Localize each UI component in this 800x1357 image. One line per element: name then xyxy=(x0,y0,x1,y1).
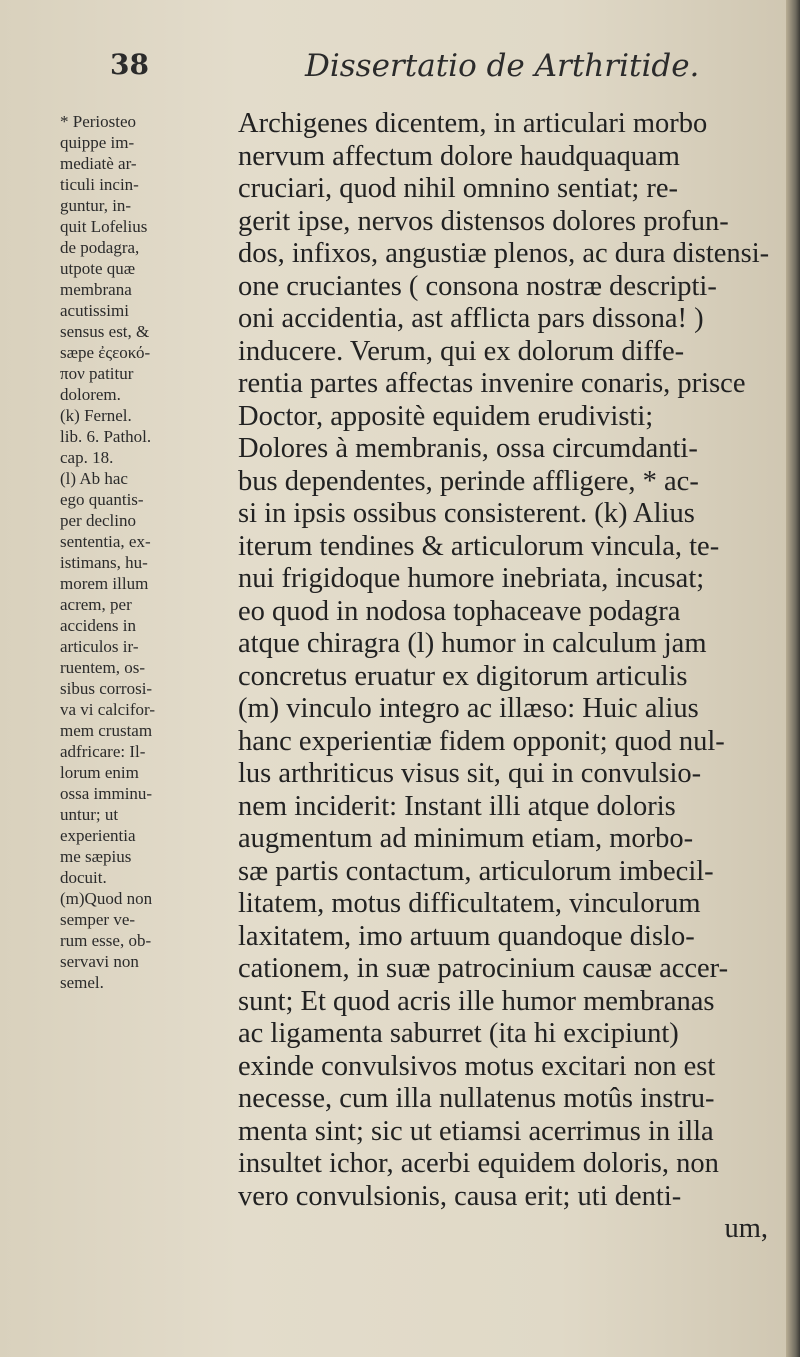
text-line: Dolores à membranis, ossa circumdanti- xyxy=(238,433,698,464)
margin-note-line: acutissimi xyxy=(60,301,129,320)
text-line: augmentum ad minimum etiam, morbo- xyxy=(238,823,694,854)
text-line: nem inciderit: Instant illi atque doloris xyxy=(238,790,676,822)
margin-note-line: cap. 18. xyxy=(60,448,114,467)
margin-note-line: sæpe ἐςεοκό- xyxy=(60,343,151,362)
margin-note-line: de podagra, xyxy=(60,238,140,257)
margin-note-line: mediatè ar- xyxy=(60,154,137,173)
text-line: oni accidentia, ast afflicta pars dissona! ) xyxy=(238,303,704,334)
text-line: gerit ipse, nervos distensos dolores profun- xyxy=(238,205,729,237)
margin-note-line: va vi calcifor- xyxy=(60,700,155,719)
margin-note-line: sententia, ex- xyxy=(60,532,151,551)
page-header xyxy=(0,48,786,98)
margin-note-line: articulos ir- xyxy=(60,637,139,656)
text-line: sunt; Et quod acris ille humor membranas xyxy=(238,985,715,1017)
text-line: exinde convulsivos motus excitari non est xyxy=(238,1050,716,1082)
text-line: iterum tendines & articulorum vincula, te- xyxy=(238,530,720,562)
margin-note-line: ruentem, os- xyxy=(60,658,145,677)
text-line: Archigenes dicentem, in articulari morbo xyxy=(238,108,708,139)
margin-note-line: sibus corrosi- xyxy=(60,679,153,698)
text-line: cationem, in suæ patrocinium causæ accer- xyxy=(238,953,729,984)
page-edge xyxy=(786,0,800,1357)
text-line: rentia partes affectas invenire conaris, prisce xyxy=(238,368,746,399)
margin-note-line: lorum enim xyxy=(60,763,139,782)
margin-note-line: semel. xyxy=(60,973,104,992)
text-line: laxitatem, imo artuum quandoque dislo- xyxy=(238,920,695,952)
margin-notes xyxy=(60,111,235,993)
margin-note-line: adfricare: Il- xyxy=(60,742,146,761)
text-line: one cruciantes ( consona nostræ descripti- xyxy=(238,270,717,302)
margin-note-line: guntur, in- xyxy=(60,196,132,215)
text-line: menta sint; sic ut etiamsi acerrimus in illa xyxy=(238,1115,714,1147)
margin-note-line: utpote quæ xyxy=(60,259,136,278)
margin-note-line: (m)Quod non xyxy=(60,889,153,908)
margin-note-line: docuit. xyxy=(60,868,107,887)
margin-note-line: morem illum xyxy=(60,574,149,593)
text-line: sæ partis contactum, articulorum imbecil- xyxy=(238,855,714,887)
text-line: lus arthriticus visus sit, qui in convulsio- xyxy=(238,758,702,789)
text-line: um, xyxy=(724,1213,768,1244)
margin-note-line: mem crustam xyxy=(60,721,153,740)
margin-note-line: experientia xyxy=(60,826,136,845)
margin-note-line: per declino xyxy=(60,511,136,530)
text-line: (m) vinculo integro ac illæso: Huic alius xyxy=(238,693,699,724)
text-line: vero convulsionis, causa erit; uti denti- xyxy=(238,1180,682,1212)
text-line: concretus eruatur ex digitorum articulis xyxy=(238,660,688,692)
margin-note-line: servavi non xyxy=(60,952,139,971)
margin-note-line: ego quantis- xyxy=(60,490,144,509)
margin-note-line: ossa imminu- xyxy=(60,784,153,803)
text-line: litatem, motus difficultatem, vinculorum xyxy=(238,888,701,919)
margin-note-line: istimans, hu- xyxy=(60,553,148,572)
text-line: cruciari, quod nihil omnino sentiat; re- xyxy=(238,173,679,204)
margin-note-line: ticuli incin- xyxy=(60,175,139,194)
margin-note-line: * Periosteo xyxy=(60,112,137,131)
margin-note-line: πον patitur xyxy=(60,364,134,383)
margin-note-line: dolorem. xyxy=(60,385,121,404)
text-line: nui frigidoque humore inebriata, incusat; xyxy=(238,563,705,594)
margin-note-line: quippe im- xyxy=(60,133,135,152)
margin-note-line: (k) Fernel. xyxy=(60,406,132,425)
text-line: insultet ichor, acerbi equidem doloris, non xyxy=(238,1148,719,1179)
margin-note-line: sensus est, & xyxy=(60,322,150,341)
text-line: necesse, cum illa nullatenus motûs instru- xyxy=(238,1083,715,1114)
text-line: ac ligamenta saburret (ita hi excipiunt) xyxy=(238,1018,679,1049)
margin-note-line: semper ve- xyxy=(60,910,136,929)
text-line: hanc experientiæ fidem opponit; quod nul- xyxy=(238,725,725,757)
text-line: dos, infixos, angustiæ plenos, ac dura distensi- xyxy=(238,238,770,269)
margin-note-line: untur; ut xyxy=(60,805,119,824)
margin-note-line: (l) Ab hac xyxy=(60,469,128,488)
text-line: atque chiragra (l) humor in calculum jam xyxy=(238,628,707,659)
text-line: bus dependentes, perinde affligere, * ac- xyxy=(238,465,699,497)
margin-note-line: me sæpius xyxy=(60,847,132,866)
page-number: 38 xyxy=(110,48,149,81)
text-line: si in ipsis ossibus consisterent. (k) Alius xyxy=(238,498,695,529)
margin-note-line: accidens in xyxy=(60,616,136,635)
margin-note-line: rum esse, ob- xyxy=(60,931,152,950)
running-title: Dissertatio de Arthritide. xyxy=(305,48,700,84)
margin-note-line: acrem, per xyxy=(60,595,132,614)
text-line: Doctor, appositè equidem erudivisti; xyxy=(238,400,654,432)
main-text-block xyxy=(238,108,778,1246)
text-line: eo quod in nodosa tophaceave podagra xyxy=(238,595,681,627)
margin-note-line: membrana xyxy=(60,280,132,299)
text-line: inducere. Verum, qui ex dolorum diffe- xyxy=(238,335,685,367)
margin-note-line: lib. 6. Pathol. xyxy=(60,427,152,446)
margin-note-line: quit Lofelius xyxy=(60,217,148,236)
text-line: nervum affectum dolore haudquaquam xyxy=(238,140,680,172)
